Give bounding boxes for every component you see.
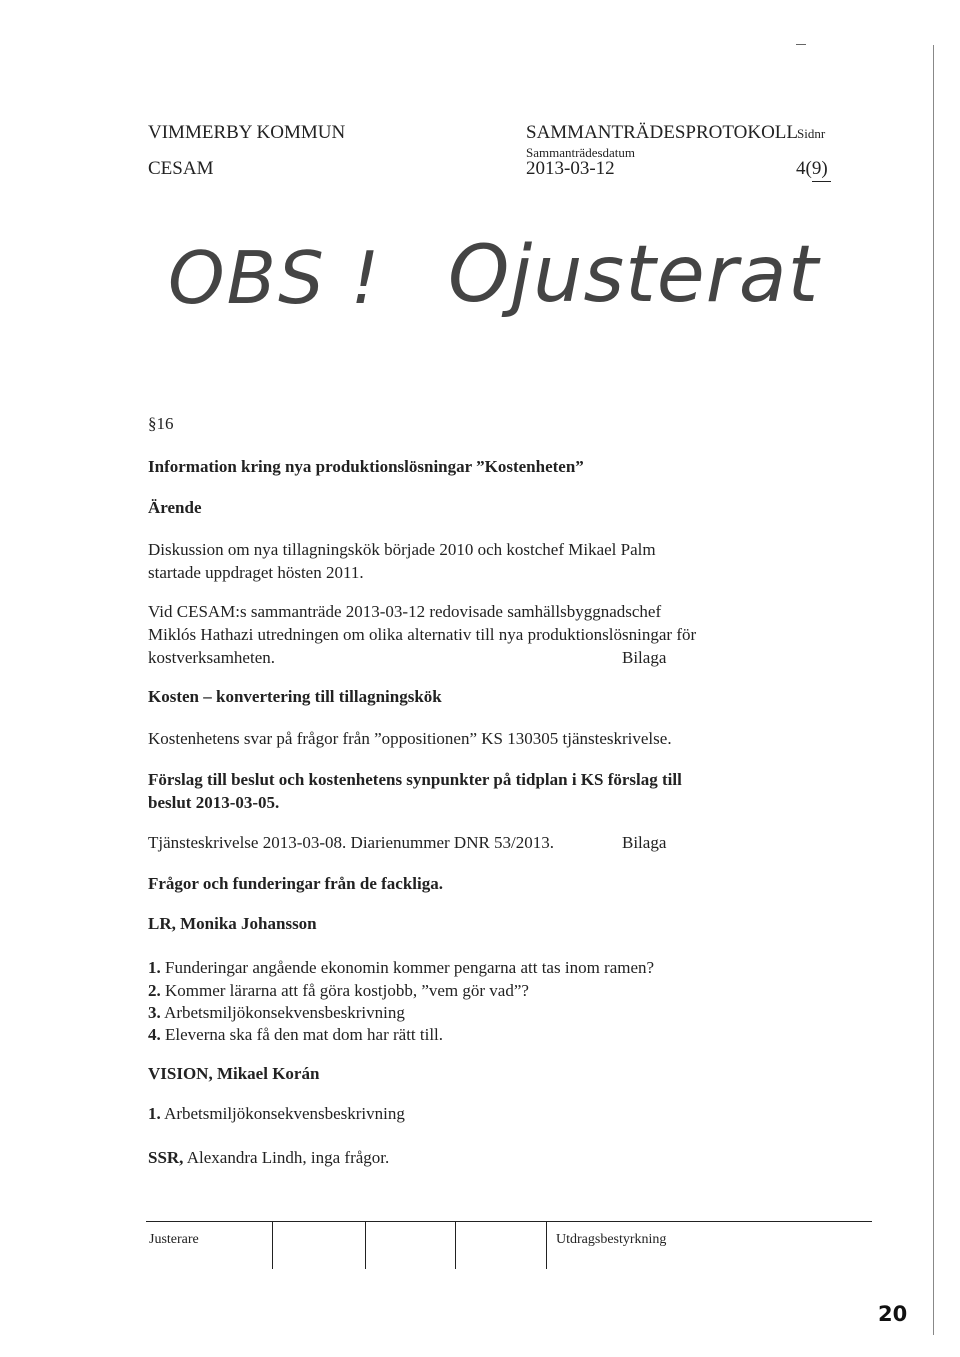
utdragsbestyrkning-label: Utdragsbestyrkning <box>556 1232 667 1247</box>
list-item <box>148 1001 405 1025</box>
footer-divider <box>546 1221 547 1269</box>
bilaga-label-2: Bilaga <box>622 833 667 852</box>
justerare-label: Justerare <box>149 1232 199 1247</box>
list-item-text: Eleverna ska få den mat dom har rätt till. <box>165 1025 444 1044</box>
handwritten-ojusterat-note: Ojusterat <box>448 230 820 320</box>
ssr-label: SSR, <box>148 1148 184 1167</box>
list-item-text: Arbetsmiljökonsekvensbeskrivning <box>164 1003 405 1022</box>
document-type: SAMMANTRÄDESPROTOKOLL <box>526 122 799 143</box>
bilaga-label-1: Bilaga <box>622 648 667 667</box>
footer-top-rule <box>146 1221 872 1222</box>
lr-heading: LR, Monika Johansson <box>148 914 317 933</box>
page-number: 4(9) <box>796 158 828 179</box>
meeting-date-label: Sammanträdesdatum <box>526 145 636 160</box>
list-item-number: 2. <box>148 981 161 1000</box>
kosten-heading: Kosten – konvertering till tillagningskök <box>148 687 442 706</box>
vision-heading: VISION, Mikael Korán <box>148 1064 320 1083</box>
footer-divider <box>272 1221 273 1269</box>
ssr-line <box>148 1146 389 1170</box>
page-number-label: Sidnr <box>797 126 826 141</box>
intro-line-2: startade uppdraget hösten 2011. <box>148 563 364 582</box>
list-item-number: 1. <box>148 958 161 977</box>
list-item-text: Funderingar angående ekonomin kommer pengarna att tas inom ramen? <box>165 958 655 977</box>
section-title: Information kring nya produktionslösningar ”Kostenheten” <box>148 457 584 476</box>
committee-name: CESAM <box>148 158 214 179</box>
footer-divider <box>455 1221 456 1269</box>
page-number-underline <box>812 181 831 182</box>
forslag-line-2: beslut 2013-03-05. <box>148 793 280 812</box>
tjanste-text: Tjänsteskrivelse 2013-03-08. Diarienummer DNR 53/2013. <box>148 833 555 852</box>
list-item <box>148 1023 443 1047</box>
vid-line-1: Vid CESAM:s sammanträde 2013-03-12 redovisade samhällsbyggnadschef <box>148 602 662 621</box>
ssr-text: Alexandra Lindh, inga frågor. <box>186 1148 390 1167</box>
meeting-date: 2013-03-12 <box>526 158 615 179</box>
list-item <box>148 956 654 980</box>
paragraph-number: §16 <box>148 414 174 433</box>
municipality-name: VIMMERBY KOMMUN <box>148 122 346 143</box>
list-item-text: Arbetsmiljökonsekvensbeskrivning <box>164 1104 405 1123</box>
kosten-text: Kostenhetens svar på frågor från ”oppositionen” KS 130305 tjänsteskrivelse. <box>148 729 672 748</box>
forslag-line-1: Förslag till beslut och kostenhetens synpunkter på tidplan i KS förslag till <box>148 770 682 789</box>
fragor-heading: Frågor och funderingar från de fackliga. <box>148 874 443 893</box>
list-item-number: 1. <box>148 1104 161 1123</box>
footer-divider <box>365 1221 366 1269</box>
list-item <box>148 979 529 1003</box>
page-stamp-number: 20 <box>878 1302 908 1326</box>
list-item-number: 3. <box>148 1003 161 1022</box>
arende-heading: Ärende <box>148 498 202 517</box>
handwritten-obs-note: OBS ! <box>168 236 382 320</box>
vid-line-3: kostverksamheten. <box>148 648 275 667</box>
list-item-number: 4. <box>148 1025 161 1044</box>
list-item-text: Kommer lärarna att få göra kostjobb, ”vem gör vad”? <box>165 981 529 1000</box>
right-margin-line <box>933 45 934 1335</box>
vid-line-2: Miklós Hathazi utredningen om olika alternativ till nya produktionslösningar för <box>148 625 697 644</box>
top-dash-mark <box>796 44 806 45</box>
intro-line-1: Diskussion om nya tillagningskök började 2010 och kostchef Mikael Palm <box>148 540 656 559</box>
list-item <box>148 1102 405 1126</box>
